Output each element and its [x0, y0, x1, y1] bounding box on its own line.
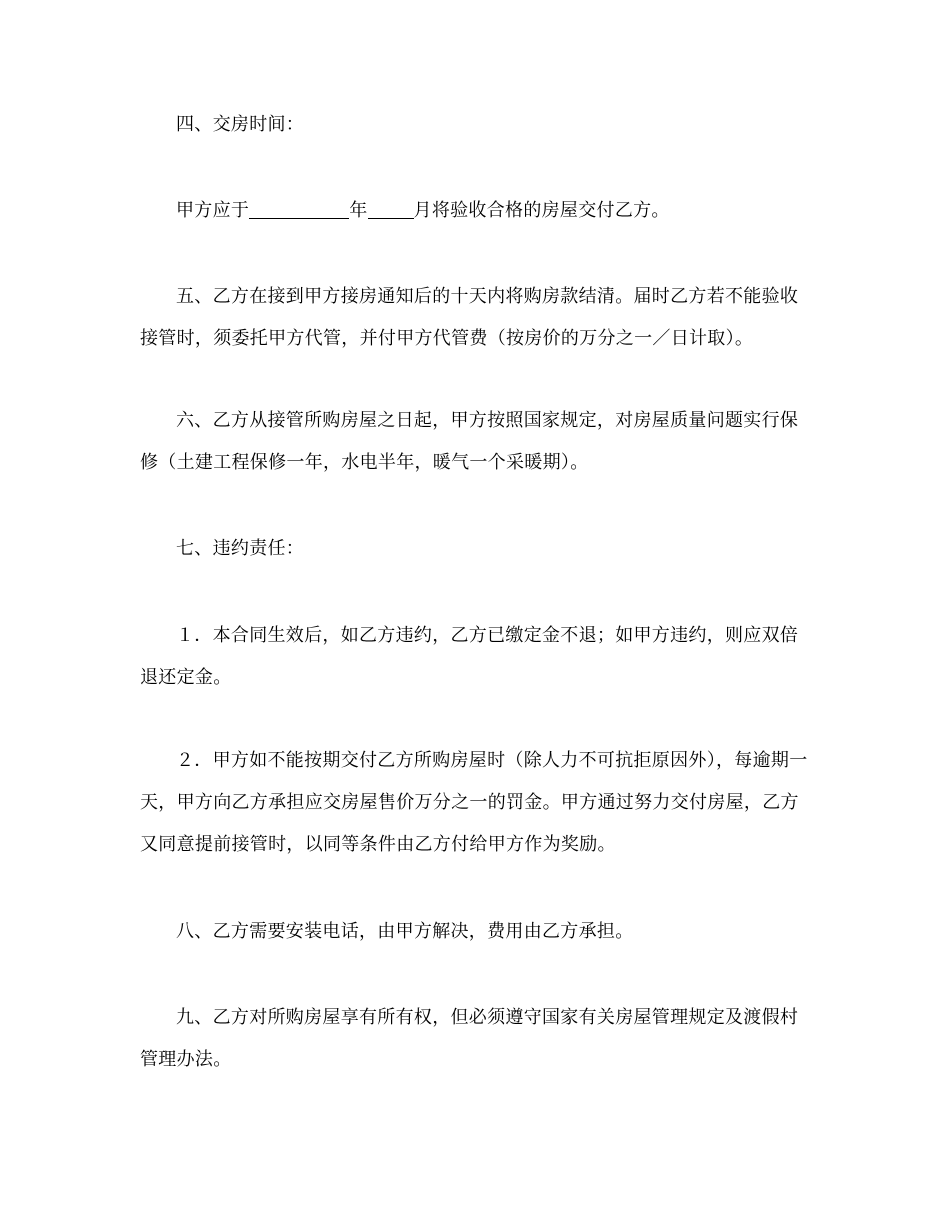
section-7-item-1: １．本合同生效后，如乙方违约，乙方已缴定金不退；如甲方违约，则应双倍退还定金。 [140, 625, 799, 688]
section-4-heading: 四、交房时间： [176, 114, 305, 135]
delivery-line-prefix: 甲方应于 [176, 200, 250, 221]
section-7-heading: 七、违约责任： [176, 538, 305, 559]
section-7-item-2: ２．甲方如不能按期交付乙方所购房屋时（除人力不可抗拒原因外），每逾期一天，甲方向乙方承担应交房屋售价万分之一的罚金。甲方通过努力交付房屋，乙方又同意提前接管时，以同等条件由乙方付给甲方作为奖励。 [140, 750, 808, 855]
section-6-paragraph: 六、乙方从接管所购房屋之日起，甲方按照国家规定，对房屋质量问题实行保修（土建工程保修一年，水电半年，暖气一个采暖期）。 [140, 410, 799, 473]
delivery-line-suffix: 月将验收合格的房屋交付乙方。 [413, 200, 670, 221]
section-4-delivery-line [140, 190, 812, 232]
month-blank [368, 198, 414, 219]
section-9-paragraph: 九、乙方对所购房屋享有所有权，但必须遵守国家有关房屋管理规定及渡假村管理办法。 [140, 1007, 799, 1070]
delivery-line-year: 年 [349, 200, 368, 221]
section-5-paragraph: 五、乙方在接到甲方接房通知后的十天内将购房款结清。届时乙方若不能验收接管时，须委托甲方代管，并付甲方代管费（按房价的万分之一／日计取）。 [140, 286, 799, 349]
year-blank [249, 198, 349, 219]
section-8-paragraph: 八、乙方需要安装电话，由甲方解决，费用由乙方承担。 [176, 921, 634, 942]
